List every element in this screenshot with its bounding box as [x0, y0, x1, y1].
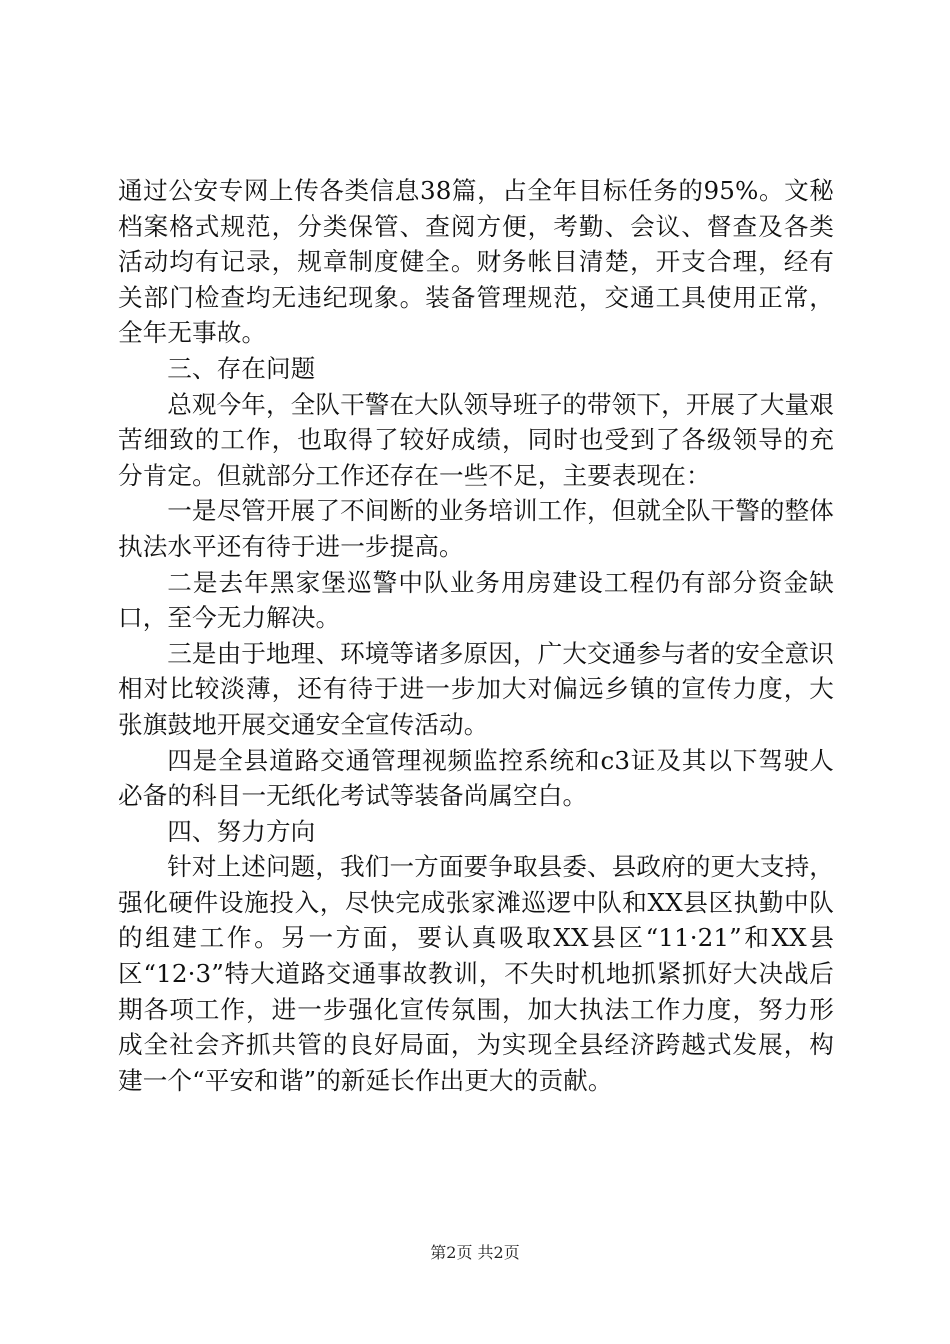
paragraph-problem-1: 一是尽管开展了不间断的业务培训工作，但就全队干警的整体执法水平还有待于进一步提高。 — [118, 496, 834, 561]
page-footer: 第2页 共2页 — [430, 1243, 520, 1262]
section-heading-problems: 三、存在问题 — [167, 353, 316, 383]
paragraph-continuation: 通过公安专网上传各类信息38篇，占全年目标任务的95%。文秘档案格式规范，分类保管、查阅方便，考勤、会议、督查及各类活动均有记录，规章制度健全。财务帐目清楚，开支合理，经有关部门检查均无违纪现象。装备管理规范，交通工具使用正常，全年无事故。 — [118, 176, 834, 348]
paragraph-problem-3: 三是由于地理、环境等诸多原因，广大交通参与者的安全意识相对比较淡薄，还有待于进一步加大对偏远乡镇的宣传力度，大张旗鼓地开展交通安全宣传活动。 — [118, 638, 834, 739]
paragraph-problem-4: 四是全县道路交通管理视频监控系统和c3证及其以下驾驶人必备的科目一无纸化考试等装备尚属空白。 — [118, 745, 834, 811]
paragraph-direction: 针对上述问题，我们一方面要争取县委、县政府的更大支持，强化硬件设施投入，尽快完成张家滩巡逻中队和XX县区执勤中队的组建工作。另一方面，要认真吸取XX县区“11·21”和XX县区“12·3”特大道路交通事故教训，不失时机地抓紧抓好大决战后期各项工作，进一步强化宣传氛围，加大执法工作力度，努力形成全社会齐抓共管的良好局面，为实现全县经济跨越式发展，构建一个“平安和谐”的新延长作出更大的贡献。 — [118, 852, 834, 1095]
paragraph-problem-2: 二是去年黑家堡巡警中队业务用房建设工程仍有部分资金缺口，至今无力解决。 — [118, 567, 834, 633]
section-heading-direction: 四、努力方向 — [167, 816, 316, 846]
document-body — [118, 173, 834, 1098]
paragraph-overview: 总观今年，全队干警在大队领导班子的带领下，开展了大量艰苦细致的工作，也取得了较好成绩，同时也受到了各级领导的充分肯定。但就部分工作还存在一些不足，主要表现在： — [118, 389, 834, 490]
